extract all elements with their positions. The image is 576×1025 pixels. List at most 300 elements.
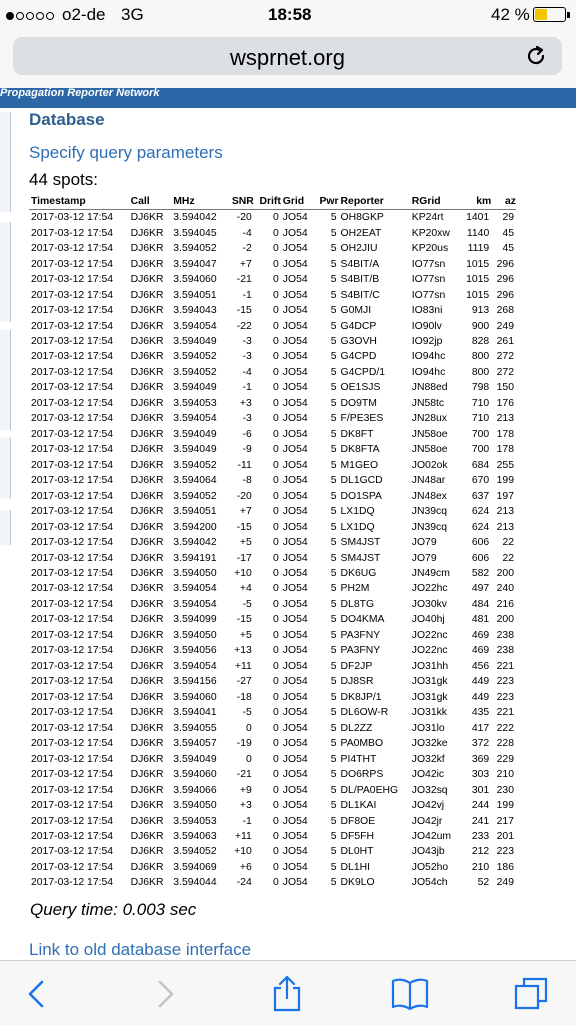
cell-snr: +4 [239,583,252,595]
cell-call: DJ6KR [130,335,164,347]
cell-km: 469 [471,645,490,657]
cell-grid: JO54 [282,784,308,796]
cell-pwr: 5 [330,583,337,595]
cell-drift: 0 [273,815,279,827]
cell-rgrid: JN39cq [411,506,447,518]
forward-icon[interactable] [144,974,184,1014]
cell-snr: -5 [242,598,252,610]
cell-snr: -2 [242,243,252,255]
col-header-mhz: MHz [171,194,226,210]
table-row [29,256,516,271]
cell-drift: 0 [273,382,279,394]
cell-grid: JO54 [282,707,308,719]
cell-snr: -3 [242,351,252,363]
cell-az: 29 [502,212,514,224]
table-row [29,597,516,612]
cell-mhz: 3.594060 [173,769,217,781]
cell-rgrid: JO42ic [411,769,445,781]
cell-pwr: 5 [330,769,337,781]
cell-km: 484 [471,598,490,610]
cell-reporter: DF2JP [340,660,373,672]
cell-drift: 0 [273,490,279,502]
cell-mhz: 3.594051 [173,506,217,518]
cell-mhz: 3.594047 [173,258,217,270]
cell-grid: JO54 [282,800,308,812]
cell-reporter: DK8FTA [340,444,380,456]
cell-az: 186 [496,861,514,873]
cell-call: DJ6KR [130,877,164,889]
cell-grid: JO54 [282,830,308,842]
cell-timestamp: 2017-03-12 17:54 [31,366,114,378]
cell-az: 296 [496,258,514,270]
cell-pwr: 5 [330,552,337,564]
table-row [29,210,516,226]
cell-call: DJ6KR [130,227,164,239]
cell-az: 217 [496,815,514,827]
cell-drift: 0 [273,877,279,889]
cell-pwr: 5 [330,568,337,580]
cell-az: 272 [496,351,514,363]
table-row [29,705,516,720]
cell-timestamp: 2017-03-12 17:54 [31,629,114,641]
cell-timestamp: 2017-03-12 17:54 [31,490,114,502]
cell-km: 700 [471,444,490,456]
bookmarks-icon[interactable] [390,974,430,1014]
cell-mhz: 3.594041 [173,707,217,719]
cell-drift: 0 [273,800,279,812]
cell-reporter: SM4JST [340,537,381,549]
cell-snr: +3 [239,800,252,812]
table-row [29,550,516,565]
col-header-reporter: Reporter [339,194,410,210]
sidebar-edge [0,112,11,212]
cell-grid: JO54 [282,397,308,409]
cell-rgrid: KP20xw [411,227,450,239]
cell-snr: +7 [239,258,252,270]
browser-address-area [0,30,576,88]
table-body [29,210,516,891]
table-row [29,442,516,457]
query-time: Query time: 0.003 sec [30,900,197,919]
cell-snr: -6 [242,428,252,440]
cell-az: 255 [496,459,514,471]
cell-km: 828 [471,335,490,347]
cell-call: DJ6KR [130,320,164,332]
cell-reporter: PI4THT [340,753,377,765]
cell-az: 22 [502,552,514,564]
cell-grid: JO54 [282,598,308,610]
cell-drift: 0 [273,320,279,332]
cell-timestamp: 2017-03-12 17:54 [31,397,114,409]
cell-snr: -4 [242,366,252,378]
cell-mhz: 3.594052 [173,366,217,378]
cell-reporter: DF5FH [340,830,375,842]
cell-timestamp: 2017-03-12 17:54 [31,614,114,626]
cell-pwr: 5 [330,459,337,471]
cell-km: 244 [471,800,490,812]
cell-grid: JO54 [282,568,308,580]
cell-mhz: 3.594049 [173,428,217,440]
cell-km: 637 [471,490,490,502]
cell-timestamp: 2017-03-12 17:54 [31,258,114,270]
back-icon[interactable] [18,974,58,1014]
cell-mhz: 3.594099 [173,614,217,626]
cell-drift: 0 [273,459,279,471]
cell-drift: 0 [273,366,279,378]
cell-pwr: 5 [330,305,337,317]
cell-grid: JO54 [282,258,308,270]
cell-reporter: G4CPD [340,351,377,363]
cell-snr: -20 [236,490,252,502]
cell-mhz: 3.594053 [173,815,217,827]
cell-km: 913 [471,305,490,317]
cell-drift: 0 [273,830,279,842]
cell-grid: JO54 [282,537,308,549]
cell-mhz: 3.594043 [173,305,217,317]
cell-drift: 0 [273,691,279,703]
signal-strength [6,5,56,25]
cell-drift: 0 [273,444,279,456]
cell-km: 1015 [466,274,490,286]
table-row [29,674,516,689]
cell-rgrid: JN28ux [411,413,447,425]
cell-drift: 0 [273,413,279,425]
table-row [29,813,516,828]
cell-call: DJ6KR [130,243,164,255]
cell-drift: 0 [273,629,279,641]
cell-km: 900 [471,320,490,332]
cell-grid: JO54 [282,506,308,518]
cell-az: 223 [496,846,514,858]
cell-rgrid: JO79 [411,537,437,549]
cell-timestamp: 2017-03-12 17:54 [31,861,114,873]
cell-timestamp: 2017-03-12 17:54 [31,568,114,580]
cell-mhz: 3.594049 [173,335,217,347]
cell-rgrid: JO22nc [411,645,448,657]
cell-call: DJ6KR [130,305,164,317]
cell-drift: 0 [273,846,279,858]
cell-pwr: 5 [330,289,337,301]
table-row [29,844,516,859]
cell-mhz: 3.594054 [173,598,217,610]
sidebar-edge [0,222,11,322]
cell-pwr: 5 [330,413,337,425]
cell-snr: -4 [242,227,252,239]
table-header-row [29,194,516,210]
cell-timestamp: 2017-03-12 17:54 [31,846,114,858]
table-row [29,736,516,751]
cell-drift: 0 [273,428,279,440]
cell-call: DJ6KR [130,645,164,657]
table-row [29,303,516,318]
cell-rgrid: JN58oe [411,428,448,440]
cell-az: 200 [496,568,514,580]
cell-grid: JO54 [282,351,308,363]
cell-reporter: PH2M [340,583,370,595]
cell-mhz: 3.594050 [173,568,217,580]
cell-pwr: 5 [330,815,337,827]
cell-reporter: PA3FNY [340,645,381,657]
cell-call: DJ6KR [130,784,164,796]
cell-reporter: DK9LO [340,877,375,889]
cell-drift: 0 [273,707,279,719]
cell-km: 1401 [466,212,490,224]
cell-drift: 0 [273,861,279,873]
cell-timestamp: 2017-03-12 17:54 [31,691,114,703]
cell-snr: -5 [242,707,252,719]
cell-timestamp: 2017-03-12 17:54 [31,660,114,672]
cell-mhz: 3.594069 [173,861,217,873]
cell-km: 369 [471,753,490,765]
cell-km: 469 [471,629,490,641]
cell-az: 272 [496,366,514,378]
cell-reporter: DK8FT [340,428,374,440]
cell-km: 497 [471,583,490,595]
cell-km: 670 [471,475,490,487]
cell-grid: JO54 [282,676,308,688]
banner-text: Propagation Reporter Network [0,87,160,99]
cell-rgrid: IO77sn [411,274,446,286]
cell-timestamp: 2017-03-12 17:54 [31,243,114,255]
cell-pwr: 5 [330,212,337,224]
reload-icon[interactable] [524,44,548,68]
col-header-drift: Drift [254,194,281,210]
cell-reporter: DL/PA0EHG [340,784,399,796]
cell-timestamp: 2017-03-12 17:54 [31,305,114,317]
cell-rgrid: JO43jb [411,846,445,858]
cell-pwr: 5 [330,846,337,858]
cell-km: 1119 [467,243,490,255]
cell-az: 213 [496,506,514,518]
cell-mhz: 3.594052 [173,459,217,471]
cell-rgrid: JN49cm [411,568,450,580]
cell-reporter: DL6OW-R [340,707,389,719]
battery-icon [533,7,566,22]
url-text[interactable]: wsprnet.org [230,45,345,70]
cell-rgrid: JN58oe [411,444,448,456]
cell-timestamp: 2017-03-12 17:54 [31,583,114,595]
cell-snr: -9 [242,444,252,456]
cell-rgrid: JO32kf [411,753,445,765]
cell-az: 238 [496,645,514,657]
cell-reporter: DJ8SR [340,676,374,688]
cell-drift: 0 [273,397,279,409]
tabs-icon[interactable] [512,974,552,1014]
cell-snr: -17 [236,552,252,564]
cell-az: 178 [496,444,514,456]
cell-reporter: G0MJI [340,305,372,317]
cell-km: 212 [471,846,490,858]
cell-timestamp: 2017-03-12 17:54 [31,459,114,471]
cell-timestamp: 2017-03-12 17:54 [31,676,114,688]
cell-rgrid: JO42jr [411,815,443,827]
cell-mhz: 3.594054 [173,660,217,672]
cell-grid: JO54 [282,614,308,626]
cell-rgrid: JO31hh [411,660,449,672]
cell-timestamp: 2017-03-12 17:54 [31,830,114,842]
cell-mhz: 3.594054 [173,320,217,332]
cell-grid: JO54 [282,691,308,703]
cell-snr: -24 [236,877,252,889]
cell-drift: 0 [273,784,279,796]
cell-pwr: 5 [330,861,337,873]
cell-km: 303 [471,769,490,781]
cell-drift: 0 [273,583,279,595]
signal-dot-icon [16,12,24,20]
cell-pwr: 5 [330,428,337,440]
table-row [29,751,516,766]
cell-grid: JO54 [282,552,308,564]
cell-snr: 0 [245,753,252,765]
cell-az: 249 [496,877,514,889]
old-database-link[interactable]: Link to old database interface [29,940,252,959]
cell-snr: -8 [242,475,252,487]
cell-km: 372 [471,738,490,750]
cell-az: 240 [496,583,514,595]
cell-km: 710 [471,413,490,425]
cell-reporter: F/PE3ES [340,413,384,425]
cell-rgrid: KP20us [411,243,449,255]
cell-mhz: 3.594045 [173,227,217,239]
cell-rgrid: JO31gk [411,676,448,688]
col-header-timestamp: Timestamp [29,194,129,210]
cell-snr: -27 [236,676,252,688]
cell-pwr: 5 [330,614,337,626]
cell-grid: JO54 [282,444,308,456]
cell-mhz: 3.594049 [173,753,217,765]
cell-rgrid: JO42vj [411,800,445,812]
cell-mhz: 3.594056 [173,645,217,657]
cell-pwr: 5 [330,397,337,409]
cell-timestamp: 2017-03-12 17:54 [31,598,114,610]
cell-az: 249 [496,320,514,332]
cell-mhz: 3.594055 [173,722,217,734]
cell-pwr: 5 [330,227,337,239]
cell-reporter: DO9TM [340,397,377,409]
cell-az: 296 [496,289,514,301]
cell-rgrid: JO42um [411,830,452,842]
cell-pwr: 5 [330,784,337,796]
table-row [29,272,516,287]
cell-reporter: DF8OE [340,815,376,827]
share-icon[interactable] [267,974,307,1014]
signal-dot-icon [46,12,54,20]
cell-rgrid: JO40hj [411,614,445,626]
cell-timestamp: 2017-03-12 17:54 [31,289,114,301]
cell-grid: JO54 [282,227,308,239]
cell-grid: JO54 [282,366,308,378]
table-row [29,566,516,581]
table-row [29,782,516,797]
cell-call: DJ6KR [130,382,164,394]
cell-call: DJ6KR [130,289,164,301]
cell-snr: +7 [239,506,252,518]
cell-call: DJ6KR [130,521,164,533]
network-type: 3G [121,5,144,24]
cell-call: DJ6KR [130,490,164,502]
battery-level [535,9,547,20]
cell-az: 216 [496,598,514,610]
cell-grid: JO54 [282,521,308,533]
cell-reporter: PA0MBO [340,738,384,750]
cell-timestamp: 2017-03-12 17:54 [31,877,114,889]
table-row [29,427,516,442]
cell-pwr: 5 [330,676,337,688]
cell-pwr: 5 [330,351,337,363]
cell-drift: 0 [273,568,279,580]
cell-mhz: 3.594054 [173,583,217,595]
cell-km: 700 [471,428,490,440]
cell-rgrid: JN58tc [411,397,445,409]
table-row [29,581,516,596]
address-bar[interactable] [13,37,562,75]
cell-grid: JO54 [282,212,308,224]
cell-drift: 0 [273,258,279,270]
cell-snr: +11 [234,830,252,842]
cell-mhz: 3.594200 [173,521,217,533]
cell-call: DJ6KR [130,428,164,440]
table-row [29,287,516,302]
col-header-call: Call [129,194,172,210]
query-parameters-link[interactable]: Specify query parameters [29,143,223,162]
cell-mhz: 3.594050 [173,629,217,641]
cell-snr: +13 [234,645,252,657]
cell-rgrid: JN39cq [411,521,447,533]
col-header-az: az [491,194,516,210]
cell-az: 22 [502,537,514,549]
cell-mhz: 3.594191 [173,552,217,564]
cell-grid: JO54 [282,769,308,781]
cell-pwr: 5 [330,475,337,487]
cell-mhz: 3.594156 [173,676,217,688]
cell-reporter: S4BIT/A [340,258,380,270]
battery-tip [567,12,570,18]
cell-call: DJ6KR [130,568,164,580]
cell-snr: -15 [236,521,252,533]
spots-table [29,194,516,891]
cell-snr: +9 [239,784,252,796]
cell-mhz: 3.594053 [173,397,217,409]
cell-timestamp: 2017-03-12 17:54 [31,552,114,564]
cell-km: 684 [471,459,490,471]
cell-mhz: 3.594060 [173,691,217,703]
cell-call: DJ6KR [130,769,164,781]
cell-pwr: 5 [330,320,337,332]
cell-pwr: 5 [330,753,337,765]
cell-mhz: 3.594042 [173,212,217,224]
cell-km: 435 [471,707,490,719]
cell-az: 223 [496,676,514,688]
cell-snr: -1 [242,382,252,394]
cell-snr: +11 [234,660,252,672]
cell-rgrid: JO31gk [411,691,448,703]
cell-timestamp: 2017-03-12 17:54 [31,428,114,440]
cell-reporter: DL2ZZ [340,722,373,734]
cell-pwr: 5 [330,877,337,889]
cell-timestamp: 2017-03-12 17:54 [31,413,114,425]
cell-rgrid: JO32sq [411,784,448,796]
cell-drift: 0 [273,521,279,533]
cell-km: 800 [471,351,490,363]
table-row [29,643,516,658]
cell-call: DJ6KR [130,258,164,270]
cell-rgrid: KP24rt [411,212,444,224]
cell-mhz: 3.594052 [173,351,217,363]
cell-grid: JO54 [282,815,308,827]
cell-grid: JO54 [282,645,308,657]
cell-drift: 0 [273,598,279,610]
cell-call: DJ6KR [130,815,164,827]
